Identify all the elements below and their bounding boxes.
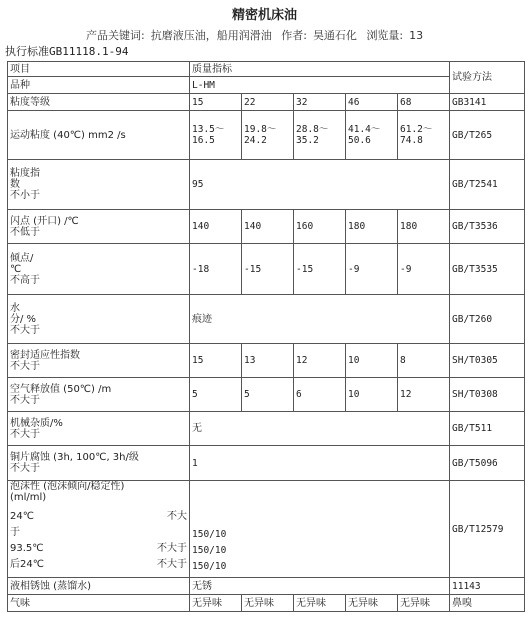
foam-label <box>8 481 190 578</box>
row-label: 运动粘度 (40℃) mm2 /s <box>8 111 190 160</box>
author-label: 作者: <box>281 29 307 42</box>
table-row <box>8 446 525 481</box>
cell: 5 <box>242 378 294 412</box>
cell: -18 <box>190 244 242 295</box>
table-row <box>8 244 525 295</box>
table-row-foam <box>8 481 525 578</box>
table-row <box>8 595 525 612</box>
row-label: 空气释放值 (50℃) /m 不大于 <box>8 378 190 412</box>
method-cell: GB/T2541 <box>450 160 525 210</box>
row-label: 粘度指 数 不小于 <box>8 160 190 210</box>
header-row <box>8 62 525 77</box>
cell: 无异味 <box>398 595 450 612</box>
row-label: 铜片腐蚀 (3h, 100℃, 3h/级 不大于 <box>8 446 190 481</box>
table-row <box>8 578 525 595</box>
method-cell: GB/T265 <box>450 111 525 160</box>
cell: -15 <box>242 244 294 295</box>
cell: 180 <box>346 210 398 244</box>
cell: 41.4～ 50.6 <box>346 111 398 160</box>
cell: 61.2～ 74.8 <box>398 111 450 160</box>
row-label: 闪点 (开口) /℃ 不低于 <box>8 210 190 244</box>
merged-value: 无锈 <box>190 578 450 595</box>
foam-sub-a: 24℃ <box>10 511 34 522</box>
cell: 10 <box>346 344 398 378</box>
foam-sub-row <box>10 559 187 575</box>
article-meta <box>86 27 429 43</box>
header-item: 项目 <box>8 62 190 77</box>
cell: 180 <box>398 210 450 244</box>
cell: 13 <box>242 344 294 378</box>
cell: 无异味 <box>294 595 346 612</box>
foam-sub-b: 不大 <box>167 511 187 522</box>
header-quality: 质量指标 <box>190 62 450 77</box>
method-cell: GB/T12579 <box>450 481 525 578</box>
foam-label-top: 泡沫性 (泡沫倾向/稳定性) (ml/ml) <box>10 481 125 503</box>
page-title: 精密机床油 <box>231 8 297 23</box>
foam-sub-a: 于 <box>10 527 20 538</box>
row-label: 机械杂质/% 不大于 <box>8 412 190 446</box>
method-cell: GB/T5096 <box>450 446 525 481</box>
foam-sub-row <box>10 511 187 527</box>
header-method: 试验方法 <box>450 62 525 94</box>
table-row <box>8 378 525 412</box>
cell: 32 <box>294 94 346 111</box>
method-cell: 11143 <box>450 578 525 595</box>
row-label: 粘度等级 <box>8 94 190 111</box>
author: 昊通石化 <box>312 29 357 42</box>
variety-value: L-HM <box>190 77 450 94</box>
cell: 无异味 <box>190 595 242 612</box>
table-row <box>8 111 525 160</box>
cell: 12 <box>294 344 346 378</box>
standard-line: 执行标准GB11118.1-94 <box>5 45 129 58</box>
table-row <box>8 94 525 111</box>
views-count: 13 <box>409 29 424 42</box>
row-label: 倾点/ ℃ 不高于 <box>8 244 190 295</box>
cell: 无异味 <box>242 595 294 612</box>
method-cell: GB/T3536 <box>450 210 525 244</box>
variety-row <box>8 77 525 94</box>
cell: -9 <box>346 244 398 295</box>
foam-sub-b: 不大于 <box>157 559 187 570</box>
table-row <box>8 295 525 344</box>
cell: 19.8～ 24.2 <box>242 111 294 160</box>
merged-value: 95 <box>190 160 450 210</box>
foam-value: 150/10 <box>192 529 227 540</box>
cell: 无异味 <box>346 595 398 612</box>
method-cell: GB/T3535 <box>450 244 525 295</box>
foam-sub-b: 不大于 <box>157 543 187 554</box>
method-cell: SH/T0308 <box>450 378 525 412</box>
cell: 28.8～ 35.2 <box>294 111 346 160</box>
cell: -15 <box>294 244 346 295</box>
cell: 22 <box>242 94 294 111</box>
foam-value: 150/10 <box>192 561 227 572</box>
cell: 12 <box>398 378 450 412</box>
cell: 140 <box>190 210 242 244</box>
cell: 140 <box>242 210 294 244</box>
cell: 10 <box>346 378 398 412</box>
merged-value: 痕迹 <box>190 295 450 344</box>
cell: -9 <box>398 244 450 295</box>
cell: 5 <box>190 378 242 412</box>
variety-label: 品种 <box>8 77 190 94</box>
row-label: 气味 <box>8 595 190 612</box>
merged-value: 1 <box>190 446 450 481</box>
cell: 46 <box>346 94 398 111</box>
method-cell: SH/T0305 <box>450 344 525 378</box>
table-row <box>8 344 525 378</box>
table-row <box>8 160 525 210</box>
cell: 160 <box>294 210 346 244</box>
row-label: 水 分/ % 不大于 <box>8 295 190 344</box>
table-row <box>8 210 525 244</box>
foam-sub-row <box>10 543 187 559</box>
foam-sub-row <box>10 527 187 543</box>
method-cell: GB/T511 <box>450 412 525 446</box>
cell: 6 <box>294 378 346 412</box>
method-cell: 鼻嗅 <box>450 595 525 612</box>
row-label: 液相锈蚀 (蒸馏水) <box>8 578 190 595</box>
foam-values <box>190 481 450 578</box>
cell: 15 <box>190 94 242 111</box>
foam-sub-a: 后24℃ <box>10 559 44 570</box>
table-row <box>8 412 525 446</box>
keywords-label: 产品关键词: <box>86 29 145 42</box>
cell: 68 <box>398 94 450 111</box>
method-cell: GB/T260 <box>450 295 525 344</box>
cell: 8 <box>398 344 450 378</box>
views-label: 浏览量: <box>366 29 404 42</box>
cell: 13.5～ 16.5 <box>190 111 242 160</box>
foam-value: 150/10 <box>192 545 227 556</box>
method-cell: GB3141 <box>450 94 525 111</box>
row-label: 密封适应性指数 不大于 <box>8 344 190 378</box>
spec-table <box>7 61 525 612</box>
merged-value: 无 <box>190 412 450 446</box>
foam-sub-a: 93.5℃ <box>10 543 44 554</box>
cell: 15 <box>190 344 242 378</box>
keywords[interactable]: 抗磨液压油，船用润滑油 <box>150 29 272 42</box>
